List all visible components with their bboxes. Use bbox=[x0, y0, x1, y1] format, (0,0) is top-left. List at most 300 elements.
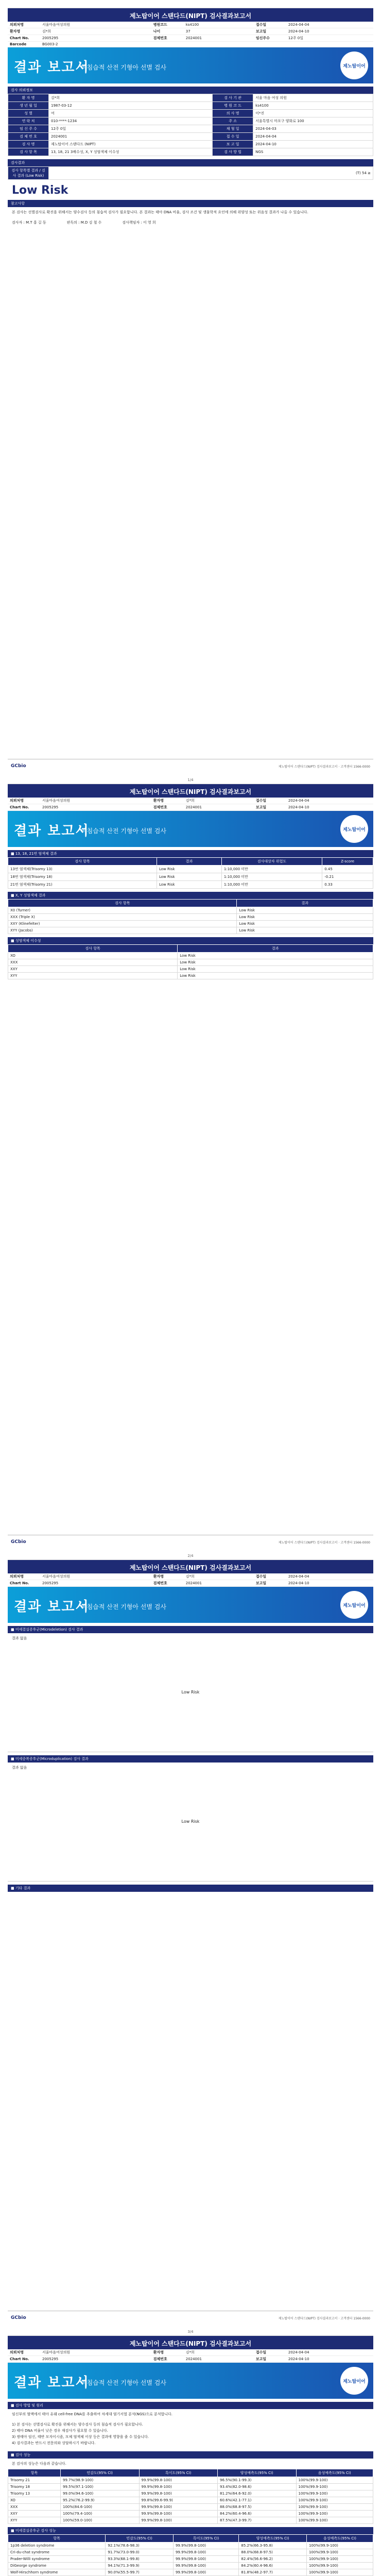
table-cell: Low Risk bbox=[237, 927, 373, 934]
list-item: 4) 검사결과는 반드시 전문의와 상담하시기 바랍니다. bbox=[12, 2441, 96, 2445]
page-number: 2/4 bbox=[187, 1554, 194, 1558]
table-cell: 99.9%(99.8-100) bbox=[139, 2517, 218, 2524]
report-banner bbox=[8, 1587, 373, 1623]
value: 2024-04-10 bbox=[286, 28, 373, 35]
value: 2024001 bbox=[49, 133, 213, 141]
label: 환자명 bbox=[151, 2349, 184, 2356]
table-cell: 94.1%(71.3-99.9) bbox=[106, 2563, 174, 2569]
label: 임신주수 bbox=[254, 35, 286, 42]
table-cell: Prader-Willi syndrome bbox=[8, 2556, 106, 2563]
column-header: 양성예측도(95% CI) bbox=[218, 2469, 297, 2477]
value: BG003-2 bbox=[40, 42, 151, 47]
label: 성 별 bbox=[8, 110, 49, 117]
table-cell: 81.2%(64.6-92.0) bbox=[218, 2490, 297, 2497]
label: 병원코드 bbox=[151, 22, 184, 28]
label: 검 사 방 법 bbox=[213, 148, 253, 156]
report-banner bbox=[8, 47, 373, 83]
table-cell: 82.4%(56.6-96.2) bbox=[239, 2556, 307, 2563]
table-cell: 81.8%(48.2-97.7) bbox=[239, 2569, 307, 2576]
label: 접수일 bbox=[254, 22, 286, 28]
microdeletion-performance-table bbox=[8, 2534, 373, 2576]
column-header: 음성예측도(95% CI) bbox=[296, 2469, 373, 2477]
performance-text: 본 검사의 성능은 다음과 같습니다. bbox=[12, 2462, 66, 2466]
report-page-4 bbox=[8, 2335, 373, 2576]
table-row bbox=[8, 2511, 373, 2517]
table-cell: -0.21 bbox=[322, 873, 373, 881]
value: 2005295 bbox=[40, 804, 151, 811]
trisomy-table bbox=[8, 857, 373, 889]
value: 2024-04-03 bbox=[253, 125, 373, 133]
label: 결과 없음 bbox=[12, 1636, 27, 1640]
value: 김*희 bbox=[49, 94, 213, 102]
section-title: ■ 검사 성능 bbox=[8, 2451, 373, 2459]
label: 검 사 기 관 bbox=[213, 94, 253, 102]
value: ks4100 bbox=[184, 22, 254, 28]
table-cell: Trisomy 21 bbox=[8, 2477, 61, 2484]
footer-text: 제노탑이어 스탠다드(NIPT) 검사결과보고서 · 고객센터 1566-0000 bbox=[278, 1540, 370, 1545]
table-row bbox=[8, 133, 373, 141]
table-cell: XXY (Klinefelter) bbox=[8, 921, 237, 927]
column-header: 검사 항목 bbox=[8, 858, 157, 866]
banner-title: 결과 보고서 bbox=[14, 60, 90, 75]
banner-title: 결과 보고서 bbox=[14, 823, 90, 839]
label: 의 사 명 bbox=[213, 110, 253, 117]
caution-list bbox=[8, 2419, 373, 2448]
notes-text: 본 검사는 선별검사로 확진을 위해서는 양수검사 등의 침습적 검사가 필요합니다. 본 결과는 태아 DNA 비율, 검사 조건 및 생물학적 요인에 의해 위양성 또는 위음성 결과가 나올 수 있습니다. bbox=[12, 210, 308, 214]
value: 2024-04-04 bbox=[286, 1573, 373, 1580]
table-row bbox=[8, 94, 373, 102]
table-cell: 1p36 deletion syndrome bbox=[8, 2543, 106, 2549]
table-row bbox=[8, 2490, 373, 2497]
banner-subtitle: 비침습적 산전 기형아 선별 검사 bbox=[81, 827, 166, 835]
label: 병 원 코 드 bbox=[213, 102, 253, 110]
label: 의뢰처명 bbox=[8, 22, 40, 28]
value: 김*희 bbox=[184, 2349, 254, 2356]
microdeletion-area bbox=[8, 1643, 373, 1752]
table-cell: 99.9%(99.8-100) bbox=[173, 2549, 238, 2556]
table-row bbox=[8, 2517, 373, 2524]
section-title: 검사결과 bbox=[8, 159, 373, 166]
report-banner bbox=[8, 2363, 373, 2399]
signature: 검사자 : M.T 홍 길 동 bbox=[12, 221, 46, 225]
report-banner bbox=[8, 811, 373, 847]
table-cell: XXY bbox=[8, 966, 178, 973]
value: 37 bbox=[184, 28, 254, 35]
table-row bbox=[8, 148, 373, 156]
value: 12주 0일 bbox=[49, 125, 213, 133]
table-cell: 99.7%(98.9-100) bbox=[61, 2477, 140, 2484]
result-unit: (T) 54 ≥ bbox=[49, 167, 373, 180]
label: 결과 없음 bbox=[12, 1766, 27, 1770]
table-row bbox=[8, 2563, 373, 2569]
patient-info bbox=[8, 1573, 373, 1587]
table-row bbox=[8, 966, 373, 973]
table-cell: 84.2%(60.4-96.6) bbox=[218, 2511, 297, 2517]
label: 검체번호 bbox=[151, 1580, 184, 1587]
value: 서울마음여성의원 bbox=[40, 2349, 151, 2356]
table-cell: 60.6%(42.1-77.1) bbox=[218, 2497, 297, 2504]
report-header: 제노탑이어 스탠다드(NIPT) 검사결과보고서 bbox=[8, 2336, 373, 2349]
table-row bbox=[8, 927, 373, 934]
table-row bbox=[8, 2569, 373, 2576]
value: 2024001 bbox=[184, 804, 254, 811]
sex-chromosome-table bbox=[8, 899, 373, 934]
column-header: 음성예측도(95% CI) bbox=[306, 2535, 373, 2543]
table-row bbox=[8, 2543, 373, 2549]
label: 보고일 bbox=[254, 804, 286, 811]
column-header: 검사대상자 위험도 bbox=[221, 858, 322, 866]
table-cell: XYY (Jacobs) bbox=[8, 927, 237, 934]
table-cell: 99.9%(99.8-100) bbox=[173, 2543, 238, 2549]
table-cell: Low Risk bbox=[237, 921, 373, 927]
patient-info bbox=[8, 22, 373, 47]
table-cell: Low Risk bbox=[178, 953, 373, 959]
table-cell: 87.5%(47.3-99.7) bbox=[218, 2517, 297, 2524]
table-row bbox=[8, 2484, 373, 2490]
page-number: 1/4 bbox=[187, 778, 194, 782]
value: 1987-03-12 bbox=[49, 102, 213, 110]
request-info-table bbox=[8, 94, 373, 156]
value: ks4100 bbox=[253, 102, 373, 110]
label: 임 신 주 수 bbox=[8, 125, 49, 133]
table-cell: 100%(99.9-100) bbox=[306, 2549, 373, 2556]
table-cell: 100%(99.9-100) bbox=[306, 2556, 373, 2563]
column-header: 양성예측도(95% CI) bbox=[239, 2535, 307, 2543]
column-header: 민감도(95% CI) bbox=[61, 2469, 140, 2477]
value: NGS bbox=[253, 148, 373, 156]
result-table bbox=[8, 166, 373, 180]
table-row bbox=[8, 117, 373, 125]
value: 2024-04-04 bbox=[286, 22, 373, 28]
method-text: 임신부의 혈액에서 태아 유래 cell-free DNA를 추출하여 차세대 염기서열 분석(NGS)으로 분석합니다. bbox=[12, 2412, 172, 2416]
result-text: Low Risk bbox=[181, 1690, 200, 1694]
brand-logo: 제노탑이어 bbox=[340, 52, 368, 79]
brand-logo: 제노탑이어 bbox=[340, 2367, 368, 2395]
section-title: ■ 미세중복증후군(Microduplication) 검사 결과 bbox=[8, 1755, 373, 1762]
section-title: ■ 미세결실증후군(Microdeletion) 검사 결과 bbox=[8, 1626, 373, 1633]
table-header bbox=[8, 2469, 373, 2477]
table-row bbox=[8, 2504, 373, 2511]
microduplication-area bbox=[8, 1773, 373, 1882]
report-page-2 bbox=[8, 784, 373, 1558]
table-row bbox=[8, 953, 373, 959]
report-header: 제노탑이어 스탠다드(NIPT) 검사결과보고서 bbox=[8, 8, 373, 22]
column-header: 특이도(95% CI) bbox=[139, 2469, 218, 2477]
table-cell: 100%(99.9-100) bbox=[306, 2543, 373, 2549]
footer-text: 제노탑이어 스탠다드(NIPT) 검사결과보고서 · 고객센터 1566-0000 bbox=[278, 765, 370, 769]
table-row bbox=[8, 973, 373, 979]
value: 김*희 bbox=[184, 798, 254, 804]
label: 보고일 bbox=[254, 28, 286, 35]
table-cell: XYY bbox=[8, 973, 178, 979]
table-cell: 100%(99.9-100) bbox=[296, 2517, 373, 2524]
table-cell: DiGeorge syndrome bbox=[8, 2563, 106, 2569]
table-row bbox=[8, 873, 373, 881]
value: 여 bbox=[49, 110, 213, 117]
page-footer bbox=[8, 1535, 373, 1549]
table-cell: Low Risk bbox=[157, 873, 222, 881]
value: 서울마음여성의원 bbox=[40, 798, 151, 804]
table-header bbox=[8, 945, 373, 953]
table-cell: 99.8%(99.6-99.9) bbox=[139, 2497, 218, 2504]
section-title: ■ 검사 방법 및 원리 bbox=[8, 2402, 373, 2409]
result-value: Low Risk bbox=[12, 184, 68, 197]
table-cell: Wolf-Hirschhorn syndrome bbox=[8, 2569, 106, 2576]
table-row bbox=[8, 2497, 373, 2504]
table-cell: 95.2%(76.2-99.9) bbox=[61, 2497, 140, 2504]
value: 010-****-1234 bbox=[49, 117, 213, 125]
table-cell: 85.2%(66.3-95.8) bbox=[239, 2543, 307, 2549]
table-row bbox=[8, 866, 373, 873]
table-cell: Low Risk bbox=[157, 881, 222, 889]
section-title: ■ X, Y 성염색체 결과 bbox=[8, 892, 373, 899]
table-cell: 99.9%(99.8-100) bbox=[173, 2556, 238, 2563]
value: 2024-04-10 bbox=[286, 804, 373, 811]
table-cell: XO bbox=[8, 953, 178, 959]
table-cell: 99.9%(99.8-100) bbox=[173, 2569, 238, 2576]
table-cell: 21번 염색체(Trisomy 21) bbox=[8, 881, 157, 889]
column-header: 검사 항목 bbox=[8, 900, 237, 907]
column-header: 특이도(95% CI) bbox=[173, 2535, 238, 2543]
label: 검 사 항 목 bbox=[8, 148, 49, 156]
table-cell: 100%(99.9-100) bbox=[296, 2504, 373, 2511]
value: 서울 마음 여성 의원 bbox=[253, 94, 373, 102]
column-header: 항목 bbox=[8, 2535, 106, 2543]
page-footer bbox=[8, 759, 373, 773]
table-cell: XXX bbox=[8, 959, 178, 966]
table-cell: 99.9%(99.8-100) bbox=[139, 2477, 218, 2484]
label: 생 년 월 일 bbox=[8, 102, 49, 110]
table-cell: 0.33 bbox=[322, 881, 373, 889]
label: 의뢰처명 bbox=[8, 2349, 40, 2356]
column-header: 결과 bbox=[237, 900, 373, 907]
table-header bbox=[8, 858, 373, 866]
label: 환 자 명 bbox=[8, 94, 49, 102]
label: 의뢰처명 bbox=[8, 798, 40, 804]
footer-brand: GCbio bbox=[11, 1539, 26, 1545]
table-cell: XXX bbox=[8, 2504, 61, 2511]
table-row bbox=[8, 907, 373, 914]
brand-logo: 제노탑이어 bbox=[340, 1591, 368, 1619]
footer-text: 제노탑이어 스탠다드(NIPT) 검사결과보고서 · 고객센터 1566-0000 bbox=[278, 2316, 370, 2320]
table-cell: XXY bbox=[8, 2511, 61, 2517]
table-cell: 99.9%(99.8-100) bbox=[173, 2563, 238, 2569]
column-header: 항목 bbox=[8, 2469, 61, 2477]
value: 2024001 bbox=[184, 2356, 254, 2363]
value: 김*희 bbox=[40, 28, 151, 35]
value: 2024-04-10 bbox=[286, 2356, 373, 2363]
table-cell: Cri-du-chat syndrome bbox=[8, 2549, 106, 2556]
table-cell: Low Risk bbox=[157, 866, 222, 873]
table-cell: Low Risk bbox=[178, 959, 373, 966]
section-title: 참고사항 bbox=[8, 200, 373, 207]
table-row bbox=[8, 2549, 373, 2556]
column-header: 결과 bbox=[157, 858, 222, 866]
label: 나이 bbox=[151, 28, 184, 35]
report-header: 제노탑이어 스탠다드(NIPT) 검사결과보고서 bbox=[8, 784, 373, 798]
section-title: ■ 기타 결과 bbox=[8, 1885, 373, 1892]
value: 12주 0일 bbox=[286, 35, 373, 42]
value: 서울마음여성의원 bbox=[40, 1573, 151, 1580]
value: 2024-04-10 bbox=[286, 1580, 373, 1587]
column-header: 검사 항목 bbox=[8, 945, 178, 953]
signature: 판독의 : M.D 김 철 수 bbox=[66, 221, 102, 225]
table-cell: 100%(99.9-100) bbox=[296, 2511, 373, 2517]
label: 검 체 번 호 bbox=[8, 133, 49, 141]
list-item: 2) 태아 DNA 비율이 낮은 경우 재검사가 필요할 수 있습니다. bbox=[12, 2429, 108, 2433]
patient-info bbox=[8, 2349, 373, 2363]
table-header bbox=[8, 2535, 373, 2543]
table-row bbox=[8, 921, 373, 927]
label: 검체번호 bbox=[151, 804, 184, 811]
label: 접수일 bbox=[254, 798, 286, 804]
banner-subtitle: 비침습적 산전 기형아 선별 검사 bbox=[81, 64, 166, 71]
list-item: 1) 본 검사는 선별검사로 확진을 위해서는 양수검사 등의 침습적 검사가 필요합니다. bbox=[12, 2422, 143, 2427]
label: 환자명 bbox=[151, 798, 184, 804]
banner-title: 결과 보고서 bbox=[14, 2375, 90, 2391]
performance-table bbox=[8, 2469, 373, 2524]
label: Chart No. bbox=[8, 1580, 40, 1587]
table-cell: 100%(99.9-100) bbox=[296, 2497, 373, 2504]
table-cell: 100%(99.9-100) bbox=[306, 2563, 373, 2569]
brand-logo: 제노탑이어 bbox=[340, 815, 368, 843]
label: 환자명 bbox=[8, 28, 40, 35]
table-cell: 84.2%(60.4-96.6) bbox=[239, 2563, 307, 2569]
table-cell: 88.0%(68.8-97.5) bbox=[239, 2549, 307, 2556]
table-cell: 100%(99.9-100) bbox=[296, 2477, 373, 2484]
label: 보 고 일 bbox=[213, 141, 253, 148]
value: 2024001 bbox=[184, 1580, 254, 1587]
label: 보고일 bbox=[254, 2356, 286, 2363]
table-cell: 92.1%(78.6-98.3) bbox=[106, 2543, 174, 2549]
table-cell: 93.3%(68.1-99.8) bbox=[106, 2556, 174, 2563]
section-title: ■ 미세결실증후군 검사 성능 bbox=[8, 2527, 373, 2534]
banner-subtitle: 비침습적 산전 기형아 선별 검사 bbox=[81, 2379, 166, 2386]
table-cell: Low Risk bbox=[178, 973, 373, 979]
label: Chart No. bbox=[8, 804, 40, 811]
section-title: 검사 의뢰정보 bbox=[8, 87, 373, 94]
value: 이*진 bbox=[253, 110, 373, 117]
table-cell: Low Risk bbox=[237, 914, 373, 921]
table-cell: 88.0%(68.8-97.5) bbox=[218, 2504, 297, 2511]
label: 보고일 bbox=[254, 1580, 286, 1587]
table-row bbox=[8, 141, 373, 148]
page-footer bbox=[8, 2311, 373, 2325]
value: 2005295 bbox=[40, 2356, 151, 2363]
table-row bbox=[8, 914, 373, 921]
label: 검체번호 bbox=[151, 2356, 184, 2363]
aneuploidy-table bbox=[8, 944, 373, 979]
value: 2024-04-10 bbox=[253, 141, 373, 148]
report-page-1 bbox=[8, 8, 373, 782]
report-header: 제노탑이어 스탠다드(NIPT) 검사결과보고서 bbox=[8, 1560, 373, 1573]
table-row bbox=[8, 881, 373, 889]
table-cell: Low Risk bbox=[178, 966, 373, 973]
report-page-3 bbox=[8, 1560, 373, 2334]
table-row bbox=[8, 959, 373, 966]
table-cell: 18번 염색체(Trisomy 18) bbox=[8, 873, 157, 881]
table-cell: 100%(79.4-100) bbox=[61, 2511, 140, 2517]
table-cell: 0.45 bbox=[322, 866, 373, 873]
value: 제노탑이어 스탠다드 (NIPT) bbox=[49, 141, 213, 148]
table-cell: 100%(99.9-100) bbox=[296, 2484, 373, 2490]
value: 2024-04-04 bbox=[286, 798, 373, 804]
label: 의뢰처명 bbox=[8, 1573, 40, 1580]
value: 서울특별시 마포구 양화로 100 bbox=[253, 117, 373, 125]
label: 환자명 bbox=[151, 1573, 184, 1580]
signature: 검사책임자 : 이 영 희 bbox=[122, 221, 156, 225]
result-sub: 검사 항목별 결과 / 검사 결과 (Low Risk) bbox=[8, 167, 49, 180]
table-cell: 99.5%(97.1-100) bbox=[61, 2484, 140, 2490]
page-number: 3/4 bbox=[187, 2330, 194, 2334]
table-cell: 1:10,000 미만 bbox=[221, 881, 322, 889]
result-text: Low Risk bbox=[181, 1819, 200, 1824]
table-cell: 91.7%(73.0-99.0) bbox=[106, 2549, 174, 2556]
table-cell: Trisomy 18 bbox=[8, 2484, 61, 2490]
table-cell: XO bbox=[8, 2497, 61, 2504]
label: 검체번호 bbox=[151, 35, 184, 42]
table-row bbox=[8, 102, 373, 110]
list-item: 3) 쌍태아 임신, 태반 모자이시즘, 모체 염색체 이상 등은 결과에 영향을 줄 수 있습니다. bbox=[12, 2435, 149, 2439]
banner-subtitle: 비침습적 산전 기형아 선별 검사 bbox=[81, 1603, 166, 1611]
label: 접수일 bbox=[254, 1573, 286, 1580]
table-cell: X0 (Turner) bbox=[8, 907, 237, 914]
table-cell: 100%(84.6-100) bbox=[61, 2504, 140, 2511]
table-cell: Trisomy 13 bbox=[8, 2490, 61, 2497]
label: 주 소 bbox=[213, 117, 253, 125]
label: 접 수 일 bbox=[213, 133, 253, 141]
value: 2005295 bbox=[40, 35, 151, 42]
table-cell: 1:10,000 미만 bbox=[221, 873, 322, 881]
banner-title: 결과 보고서 bbox=[14, 1599, 90, 1615]
table-cell: 99.9%(99.8-100) bbox=[139, 2490, 218, 2497]
label: 접수일 bbox=[254, 2349, 286, 2356]
table-cell: 90.0%(55.5-99.7) bbox=[106, 2569, 174, 2576]
table-cell: Low Risk bbox=[237, 907, 373, 914]
table-cell: 99.9%(99.8-100) bbox=[139, 2511, 218, 2517]
label: 연 락 처 bbox=[8, 117, 49, 125]
footer-brand: GCbio bbox=[11, 764, 26, 769]
value: 김*희 bbox=[184, 1573, 254, 1580]
table-header bbox=[8, 900, 373, 907]
value: 서울마음여성의원 bbox=[40, 22, 151, 28]
table-cell: 100%(99.9-100) bbox=[296, 2490, 373, 2497]
table-row bbox=[8, 2477, 373, 2484]
column-header: Z-score bbox=[322, 858, 373, 866]
label: 검 사 명 bbox=[8, 141, 49, 148]
section-title: ■ 13, 18, 21번 염색체 결과 bbox=[8, 850, 373, 857]
table-row bbox=[8, 110, 373, 117]
value: 2024-04-04 bbox=[286, 2349, 373, 2356]
table-cell: 1:10,000 미만 bbox=[221, 866, 322, 873]
table-row bbox=[8, 2556, 373, 2563]
table-cell: 99.0%(94.6-100) bbox=[61, 2490, 140, 2497]
column-header: 민감도(95% CI) bbox=[106, 2535, 174, 2543]
label: Chart No. bbox=[8, 35, 40, 42]
value: 2005295 bbox=[40, 1580, 151, 1587]
table-cell: 99.9%(99.8-100) bbox=[139, 2504, 218, 2511]
table-cell: 99.9%(99.8-100) bbox=[139, 2484, 218, 2490]
column-header: 결과 bbox=[178, 945, 373, 953]
table-cell: XXX (Triple X) bbox=[8, 914, 237, 921]
table-cell: 100%(99.9-100) bbox=[306, 2569, 373, 2576]
label: Chart No. bbox=[8, 2356, 40, 2363]
table-cell: 100%(59.0-100) bbox=[61, 2517, 140, 2524]
value: 13, 18, 21 3배수성, X, Y 성염색체 이수성 bbox=[49, 148, 213, 156]
table-cell: 93.4%(82.0-98.6) bbox=[218, 2484, 297, 2490]
table-row bbox=[8, 125, 373, 133]
section-title: ■ 성염색체 이수성 bbox=[8, 937, 373, 944]
